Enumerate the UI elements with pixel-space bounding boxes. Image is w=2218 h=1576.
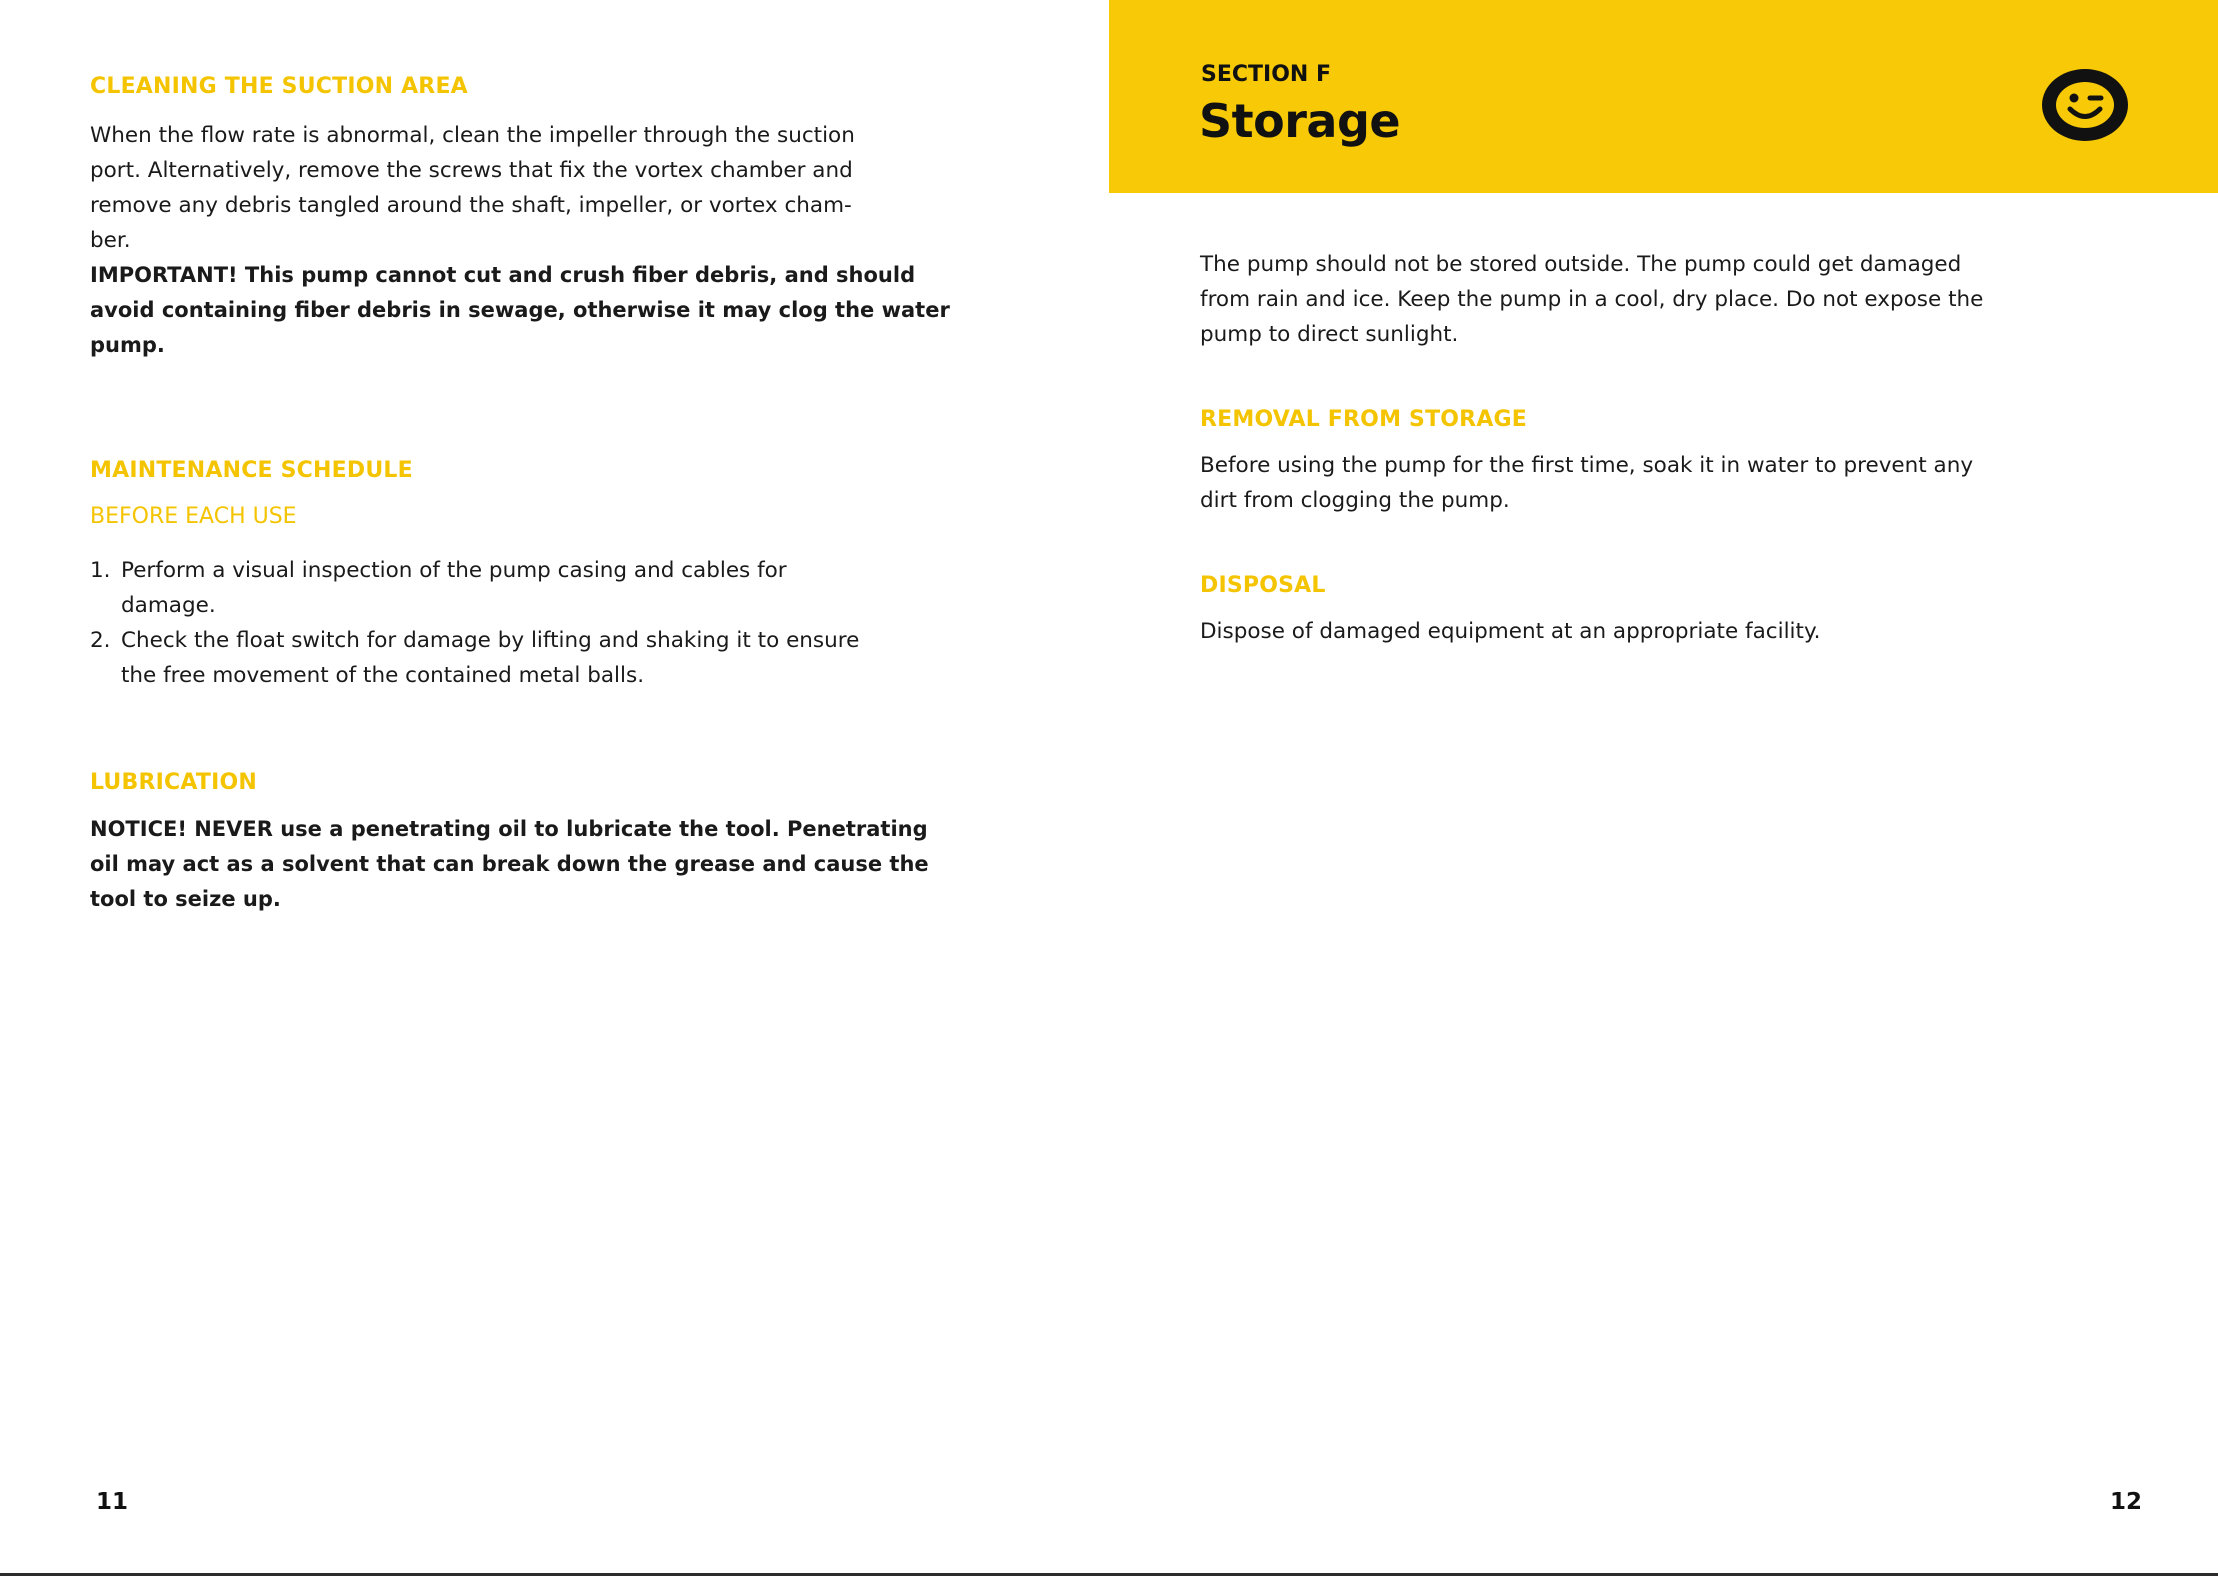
- right-page: [1109, 0, 2218, 1573]
- removal-paragraph: [1200, 448, 1973, 518]
- storage-line: pump to direct sunlight.: [1200, 322, 1459, 347]
- lubrication-notice: [90, 812, 929, 917]
- lubrication-heading: LUBRICATION: [90, 770, 257, 795]
- important-line: pump.: [90, 333, 165, 357]
- storage-paragraph: [1200, 247, 1983, 352]
- storage-line: from rain and ice. Keep the pump in a cool, dry place. Do not expose the: [1200, 287, 1984, 312]
- list-item-line: damage.: [121, 593, 216, 618]
- list-item-line: Perform a visual inspection of the pump casing and cables for: [121, 558, 787, 583]
- section-title: Storage: [1199, 94, 1401, 148]
- cleaning-heading: CLEANING THE SUCTION AREA: [90, 74, 468, 99]
- disposal-paragraph: [1200, 614, 1820, 649]
- important-line: IMPORTANT! This pump cannot cut and crush fiber debris, and should: [90, 263, 916, 287]
- maintenance-heading: MAINTENANCE SCHEDULE: [90, 458, 413, 483]
- maintenance-subheading: BEFORE EACH USE: [90, 504, 297, 529]
- notice-line: tool to seize up.: [90, 887, 281, 911]
- notice-line: NOTICE! NEVER use a penetrating oil to lubricate the tool. Penetrating: [90, 817, 928, 841]
- disposal-heading: DISPOSAL: [1200, 573, 1326, 598]
- important-line: avoid containing fiber debris in sewage, otherwise it may clog the water: [90, 298, 950, 322]
- page-number-left: 11: [96, 1489, 129, 1515]
- removal-line: Before using the pump for the first time, soak it in water to prevent any: [1200, 453, 1974, 478]
- section-banner: [1109, 0, 2218, 193]
- cleaning-line: When the flow rate is abnormal, clean the impeller through the suction: [90, 123, 855, 148]
- removal-line: dirt from clogging the pump.: [1200, 488, 1510, 513]
- notice-line: oil may act as a solvent that can break down the grease and cause the: [90, 852, 929, 876]
- page-number-right: 12: [2110, 1489, 2143, 1515]
- maintenance-list: [90, 553, 859, 693]
- list-item: [90, 623, 859, 693]
- disposal-line: Dispose of damaged equipment at an appropriate facility.: [1200, 619, 1821, 644]
- list-item: [90, 553, 859, 623]
- left-page: [0, 0, 1109, 1573]
- winking-smiley-icon: [2041, 68, 2129, 142]
- list-item-number: 2.: [90, 628, 111, 653]
- storage-line: The pump should not be stored outside. The pump could get damaged: [1200, 252, 1962, 277]
- cleaning-line: remove any debris tangled around the shaft, impeller, or vortex cham-: [90, 193, 852, 218]
- list-item-line: the free movement of the contained metal balls.: [121, 663, 645, 688]
- cleaning-paragraph: [90, 118, 950, 363]
- cleaning-line: ber.: [90, 228, 131, 253]
- list-item-number: 1.: [90, 558, 111, 583]
- cleaning-line: port. Alternatively, remove the screws that fix the vortex chamber and: [90, 158, 853, 183]
- list-item-line: Check the float switch for damage by lifting and shaking it to ensure: [121, 628, 860, 653]
- section-label: SECTION F: [1201, 62, 1332, 87]
- removal-heading: REMOVAL FROM STORAGE: [1200, 407, 1528, 432]
